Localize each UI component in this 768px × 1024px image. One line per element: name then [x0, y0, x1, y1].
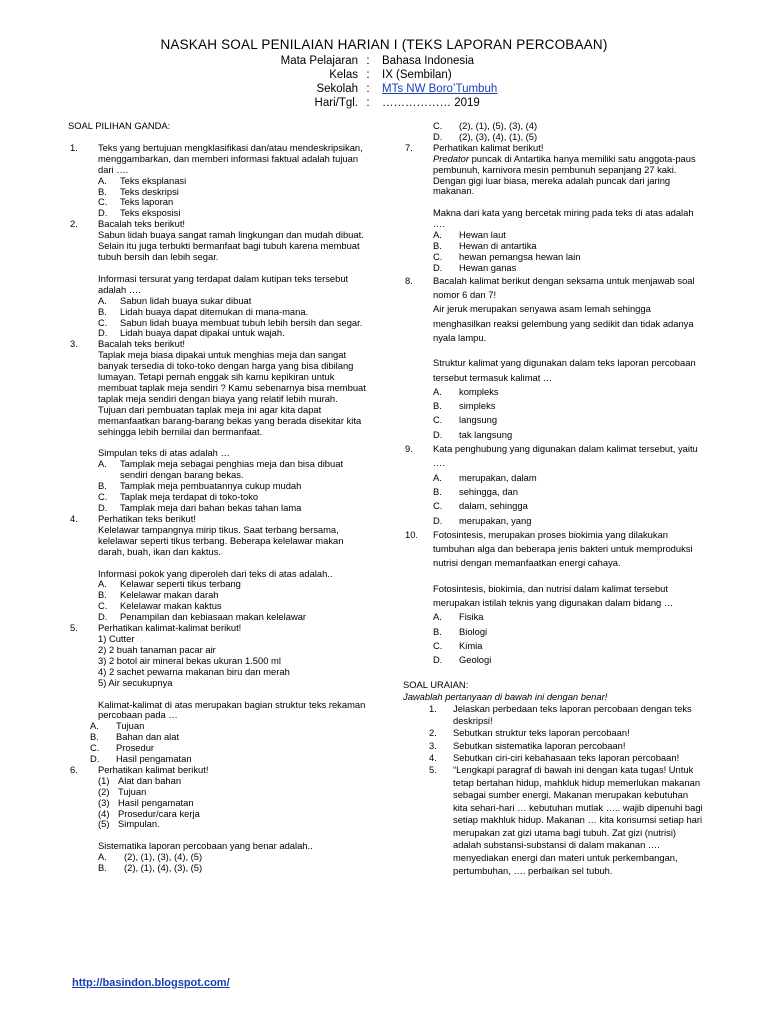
question-ask: Fotosintesis, biokimia, dan nutrisi dalam kalimat tersebut merupakan istilah teknis yang digunakan dalam bidang …	[433, 582, 674, 609]
document-meta	[240, 54, 497, 110]
option-letter: D.	[433, 514, 443, 526]
option-text: Tamplak meja dari bahan bekas tahan lama	[120, 502, 302, 513]
option-letter: D.	[433, 261, 443, 273]
option-text: Sabun lidah buaya sukar dibuat	[120, 294, 252, 306]
option-letter: B.	[90, 731, 99, 743]
option-letter: B.	[433, 485, 442, 497]
option	[98, 459, 368, 481]
option-letter: C.	[98, 316, 108, 328]
option-text: Kelawar seperti tikus terbang	[120, 578, 241, 590]
essay-item	[403, 764, 703, 877]
option-text: merupakan, dalam	[459, 471, 537, 483]
option-letter: C.	[98, 600, 108, 612]
option-text: kompleks	[459, 385, 499, 397]
option	[98, 863, 368, 874]
option-letter: D.	[98, 611, 108, 623]
essay-number: 2.	[429, 727, 437, 739]
option-text: Prosedur	[116, 742, 155, 754]
option-text: Kelelawar makan darah	[120, 589, 219, 601]
meta-sep: :	[366, 83, 370, 95]
option-letter: B.	[98, 305, 107, 317]
option-letter: B.	[433, 240, 442, 252]
meta-value: IX (Sembilan)	[382, 69, 452, 81]
italic-word: Predator	[433, 152, 469, 164]
option-letter: B.	[98, 185, 107, 197]
option	[433, 514, 703, 528]
question-intro: Perhatikan kalimat-kalimat berikut!	[98, 622, 242, 634]
option-letter: D.	[433, 130, 443, 142]
essay-text: “Lengkapi paragraf di bawah ini dengan kata tugas! Untuk tetap bertahan hidup, mahkluk hidup memerlukan makanan sebagai sumber energi. Makanan merupakan kebutuhan kita sehari-hari … kebutuhan mutlak ….. wajib dipenuhi bagi setiap makhluk hidup. Makanan … kita konsumsi setiap hari merupakan zat gizi utama bagi tubuh. Zat gizi (nutrisi) adalah substansi-substansi di dalam makanan …. menyediakan energi dan materi untuk perkembangan, pertumbuhan, …. perbaikan sel tubuh.	[453, 763, 703, 876]
question-passage-2: Tujuan dari pembuatan taplak meja ini agar kita dapat memanfaatkan barang-barang bekas yang berada disekitar kita sehingga lebih bernilai dan bermanfaat.	[98, 403, 362, 437]
option-text: (2), (1), (3), (4), (5)	[124, 851, 203, 863]
question-ask: Makna dari kata yang bercetak miring pada teks di atas adalah ….	[433, 207, 694, 230]
question-6	[68, 765, 368, 874]
question-2	[68, 219, 368, 339]
meta-label: Kelas	[329, 69, 358, 81]
option-text: dalam, sehingga	[459, 500, 528, 512]
list-number: (3)	[98, 796, 110, 808]
question-5	[68, 623, 368, 721]
question-number: 1.	[70, 141, 78, 153]
option-text: Bahan dan alat	[116, 731, 180, 743]
list-number: (2)	[98, 785, 110, 797]
option-letter: C.	[433, 500, 443, 512]
option-letter: D.	[433, 428, 443, 440]
essay-number: 5.	[429, 763, 437, 775]
question-number: 3.	[70, 338, 78, 350]
option-letter: D.	[98, 502, 108, 513]
page-title: NASKAH SOAL PENILAIAN HARIAN I (TEKS LAPORAN PERCOBAAN)	[160, 37, 608, 52]
question-4	[68, 514, 368, 623]
option-text: tak langsung	[459, 428, 513, 440]
option-letter: A.	[433, 471, 442, 483]
list-item: 1) Cutter	[98, 632, 135, 644]
option-letter: D.	[98, 207, 108, 219]
essay-number: 1.	[429, 702, 437, 714]
list-number: (4)	[98, 807, 110, 819]
option-text: (2), (1), (5), (3), (4)	[459, 120, 538, 131]
meta-date	[240, 96, 497, 110]
list-item: 2) 2 buah tanaman pacar air	[98, 643, 216, 655]
school-link[interactable]: MTs NW Boro’Tumbuh	[382, 83, 498, 95]
list-number: (1)	[98, 774, 110, 786]
question-number: 10.	[405, 528, 419, 540]
option-text: Hasil pengamatan	[116, 753, 192, 765]
question-intro: Bacalah kalimat berikut dengan seksama untuk menjawab soal nomor 6 dan 7!	[433, 274, 695, 301]
option	[433, 499, 703, 513]
passage-text: puncak di Antartika hanya memiliki satu anggota-paus pembunuh, karnivora mesin pembunuh sepanjang 27 kaki. Dengan gigi luar biasa, mereka adalah puncak dari jaring makanan.	[433, 152, 696, 197]
option	[433, 385, 703, 399]
question-ask: Struktur kalimat yang digunakan dalam teks laporan percobaan tersebut termasuk kalimat …	[433, 357, 696, 383]
question-number: 4.	[70, 512, 78, 524]
option-text: Lidah buaya dapat dipakai untuk wajah.	[120, 327, 285, 339]
section-title-multiple-choice: SOAL PILIHAN GANDA:	[68, 120, 171, 131]
list-text: Hasil pengamatan	[118, 796, 194, 808]
question-passage	[433, 154, 703, 198]
question-ask: Sistematika laporan percobaan yang benar adalah..	[98, 840, 313, 852]
meta-value: Bahasa Indonesia	[382, 55, 475, 67]
option-text: Teks eksposisi	[120, 207, 181, 219]
meta-sep: :	[366, 69, 370, 81]
question-intro: Perhatikan teks berikut!	[98, 512, 196, 524]
option-letter: A.	[98, 851, 107, 863]
option-letter: A.	[98, 294, 107, 306]
option	[433, 263, 703, 274]
option-letter: B.	[98, 862, 107, 874]
question-text: Teks yang bertujuan mengklasifikasi dan/atau mendeskripsikan, menggambarkan, dan memberi informasi faktual adalah tujuan dari ….	[98, 141, 363, 175]
option-letter: A.	[433, 385, 442, 397]
option-letter: B.	[433, 400, 442, 412]
list-item: 5) Air secukupnya	[98, 676, 173, 688]
right-column	[403, 121, 703, 877]
meta-class	[240, 68, 497, 82]
question-ask: Simpulan teks di atas adalah …	[98, 447, 230, 459]
question-number: 2.	[70, 218, 78, 230]
option	[433, 653, 703, 667]
option-letter: D.	[98, 327, 108, 339]
essay-number: 3.	[429, 739, 437, 751]
option	[433, 610, 703, 624]
option-text: Biologi	[459, 625, 488, 637]
list-text: Prosedur/cara kerja	[118, 807, 200, 819]
option	[433, 639, 703, 653]
meta-value: ……………… 2019	[382, 97, 480, 109]
option-letter: C.	[433, 639, 443, 651]
question-7	[403, 143, 703, 274]
essay-text: Sebutkan ciri-ciri kebahasaan teks laporan percobaan!	[453, 751, 680, 763]
essay-text: Sebutkan sistematika laporan percobaan!	[453, 739, 626, 751]
question-number: 6.	[70, 763, 78, 775]
option-letter: A.	[433, 229, 442, 241]
essay-item	[403, 703, 703, 727]
option-letter: C.	[433, 250, 443, 262]
option-text: Tamplak meja pembuatannya cukup mudah	[120, 480, 302, 492]
option-text: hewan pemangsa hewan lain	[459, 250, 581, 262]
question-1	[68, 143, 368, 219]
question-passage: Kelelawar tampangnya mirip tikus. Saat terbang bersama, kelelawar seperti tikus terbang. Beberapa kelelawar makan darah, buah, ikan dan kaktus.	[98, 523, 344, 557]
option-letter: A.	[90, 720, 99, 732]
option	[433, 471, 703, 485]
option	[433, 485, 703, 499]
footer-link[interactable]: http://basindon.blogspot.com/	[72, 977, 230, 989]
essay-section	[403, 679, 703, 878]
essay-item	[403, 740, 703, 752]
option	[433, 625, 703, 639]
option-text: Penampilan dan kebiasaan makan kelelawar	[120, 611, 307, 623]
essay-text: Jelaskan perbedaan teks laporan percobaan dengan teks deskripsi!	[453, 702, 692, 727]
question-intro: Perhatikan kalimat berikut!	[98, 763, 209, 775]
list-item	[98, 819, 368, 830]
meta-label: Mata Pelajaran	[280, 55, 358, 67]
option-text: merupakan, yang	[459, 514, 532, 526]
question-number: 8.	[405, 274, 413, 286]
meta-sep: :	[366, 55, 370, 67]
option-text: Hewan ganas	[459, 261, 517, 273]
list-text: Simpulan.	[118, 818, 160, 830]
option-text: Hewan di antartika	[459, 240, 537, 252]
question-8	[403, 274, 703, 442]
question-intro: Bacalah teks berikut!	[98, 218, 186, 230]
option-text: (2), (3), (4), (1), (5)	[459, 130, 538, 142]
option-text: Sabun lidah buaya membuat tubuh lebih bersih dan segar.	[120, 316, 363, 328]
option-text: simpleks	[459, 400, 496, 412]
option-text: Lidah buaya dapat ditemukan di mana-mana.	[120, 305, 309, 317]
option	[433, 428, 703, 442]
option-text: Taplak meja terdapat di toko-toko	[120, 491, 259, 503]
essay-text: Sebutkan struktur teks laporan percobaan!	[453, 727, 630, 739]
list-item: 3) 2 botol air mineral bekas ukuran 1.500 ml	[98, 654, 281, 666]
option-text: Tamplak meja sebagai penghias meja dan bisa dibuat sendiri dengan barang bekas.	[120, 458, 344, 481]
question-intro: Bacalah teks berikut!	[98, 338, 186, 350]
meta-school	[240, 82, 497, 96]
question-number: 9.	[405, 443, 413, 455]
section-title-essay: SOAL URAIAN:	[403, 678, 469, 690]
option-letter: C.	[98, 196, 108, 208]
essay-number: 4.	[429, 751, 437, 763]
option-text: Fisika	[459, 611, 484, 623]
essay-item	[403, 727, 703, 739]
meta-label: Hari/Tgl.	[314, 97, 358, 109]
meta-sep: :	[366, 97, 370, 109]
essay-item	[403, 752, 703, 764]
option-letter: B.	[98, 589, 107, 601]
list-number: (5)	[98, 818, 110, 830]
option-text: Tujuan	[116, 720, 145, 732]
question-passage: Taplak meja biasa dipakai untuk menghias meja dan sangat banyak tersedia di toko-toko dengan harga yang bisa dibilang lumayan. Tetapi pernah enggak sih kamu kepikiran untuk membuat taplak meja sendiri ? Kamu sebenarnya bisa membuat taplak meja sendiri dengan biaya yang relatif lebih murah.	[98, 349, 366, 404]
option-letter: A.	[433, 611, 442, 623]
option-letter: D.	[433, 654, 443, 666]
question-3	[68, 339, 368, 514]
question-passage: Air jeruk merupakan senyawa asam lemah sehingga menghasilkan reaksi gelembung yang sedikit dan tidak adanya nyala lampu.	[433, 303, 694, 343]
question-ask: Informasi tersurat yang terdapat dalam kutipan teks tersebut adalah ….	[98, 272, 349, 295]
option-text: (2), (1), (4), (3), (5)	[124, 862, 203, 874]
question-text: Kata penghubung yang digunakan dalam kalimat tersebut, yaitu ….	[433, 443, 698, 469]
option-text: Teks laporan	[120, 196, 174, 208]
meta-subject	[240, 54, 497, 68]
option-letter: A.	[98, 174, 107, 186]
option-text: Teks deskripsi	[120, 185, 179, 197]
question-9	[403, 442, 703, 528]
option-text: Teks eksplanasi	[120, 174, 187, 186]
option-letter: C.	[433, 414, 443, 426]
option-text: Kelelawar makan kaktus	[120, 600, 222, 612]
option-letter: A.	[98, 578, 107, 590]
option-letter: B.	[433, 625, 442, 637]
option-text: Kimia	[459, 639, 483, 651]
question-passage: Sabun lidah buaya sangat ramah lingkungan dan mudah dibuat. Selain itu juga terbukti bermanfaat bagi tubuh karena membuat tubuh bersih dan lebih segar.	[98, 229, 364, 262]
option-letter: C.	[90, 742, 100, 754]
question-10	[403, 528, 703, 668]
question-text: Fotosintesis, merupakan proses biokimia yang dilakukan tumbuhan alga dan beberapa jenis bakteri untuk memproduksi nutrisi dengan memanfaatkan energi cahaya.	[433, 528, 693, 569]
option-text: sehingga, dan	[459, 485, 518, 497]
question-number: 5.	[70, 622, 78, 634]
option-letter: D.	[90, 753, 100, 765]
option-letter: C.	[433, 120, 443, 131]
option-text: Hewan laut	[459, 229, 506, 241]
meta-label: Sekolah	[316, 83, 358, 95]
list-text: Tujuan	[118, 785, 147, 797]
option-letter: B.	[98, 480, 107, 492]
question-ask: Informasi pokok yang diperoleh dari teks di atas adalah..	[98, 567, 333, 579]
option-letter: A.	[98, 458, 107, 470]
option	[433, 413, 703, 427]
left-column	[68, 121, 368, 874]
question-ask: Kalimat-kalimat di atas merupakan bagian struktur teks rekaman percobaan pada …	[98, 698, 366, 721]
list-text: Alat dan bahan	[118, 774, 182, 786]
option	[433, 399, 703, 413]
option-letter: C.	[98, 491, 108, 503]
option-text: langsung	[459, 414, 498, 426]
essay-instruction: Jawablah pertanyaan di bawah ini dengan benar!	[403, 690, 608, 702]
question-number: 7.	[405, 141, 413, 153]
question-intro: Perhatikan kalimat berikut!	[433, 141, 544, 153]
list-item: 4) 2 sachet pewarna makanan biru dan merah	[98, 665, 290, 677]
option-text: Geologi	[459, 654, 492, 666]
